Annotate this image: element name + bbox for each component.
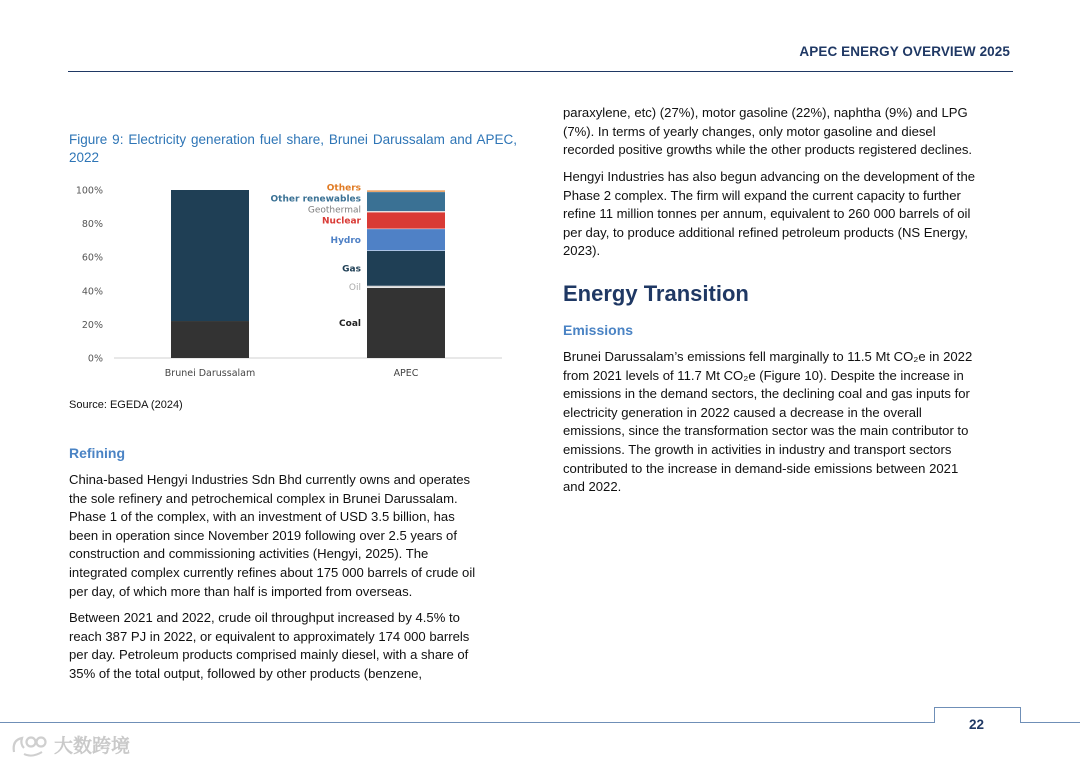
x-tick-label: APEC [393, 368, 419, 379]
series-label-nuclear: Nuclear [322, 216, 361, 227]
series-label-other-renewables: Other renewables [270, 194, 361, 205]
bar-segment-gas [367, 250, 445, 285]
text-line: reach 387 PJ in 2022, or equivalent to approximately 174 000 barrels [69, 628, 470, 644]
header-divider [68, 71, 1013, 72]
text-line: the sole refinery and petrochemical complex in Brunei Darussalam. [69, 490, 458, 506]
y-tick-label: 60% [81, 252, 103, 264]
text-line: per day. Petroleum products comprised mainly diesel, with a share of [69, 647, 469, 663]
y-tick-label: 40% [81, 286, 103, 298]
series-label-gas: Gas [342, 264, 361, 275]
y-tick-label: 20% [81, 319, 103, 331]
fuel-share-chart [66, 178, 516, 388]
series-label-coal: Coal [339, 319, 361, 330]
text-line: construction and commissioning activities (Hengyi, 2025). The [69, 546, 429, 562]
watermark [10, 731, 130, 758]
series-label-others: Others [326, 183, 361, 194]
text-line: integrated complex currently refines about 175 000 barrels of crude oil [69, 564, 476, 580]
text-line: 35% of the total output, followed by other products (benzene, [69, 665, 423, 681]
text-line: per day, of which more than half is imported from overseas. [69, 583, 413, 599]
page-number: 22 [969, 717, 985, 732]
text-line: paraxylene, etc) (27%), motor gasoline (22%), naphtha (9%) and LPG [563, 105, 968, 120]
bar-segment-hydro [367, 229, 445, 251]
emissions-paragraph [563, 348, 972, 497]
text-line: recorded positive growths while the other products registered declines. [563, 142, 973, 158]
text-line: electricity generation in 2022 caused a decrease in the overall [563, 404, 922, 420]
text-line: Phase 2 complex. The firm will expand the current capacity to further [563, 187, 961, 203]
header-title: APEC ENERGY OVERVIEW 2025 [799, 44, 1010, 59]
series-label-oil: Oil [348, 283, 361, 294]
bar-segment-gas [171, 190, 249, 321]
text-line: emissions. The growth in activities in industry and transport sectors [563, 441, 952, 457]
right-paragraph-2 [563, 168, 975, 261]
text-line: China-based Hengyi Industries Sdn Bhd currently owns and operates [69, 472, 471, 487]
bar-segment-coal [171, 321, 249, 358]
refining-paragraph-2 [69, 609, 469, 683]
y-tick-label: 80% [81, 219, 103, 231]
text-line: 2023). [563, 243, 601, 259]
footer-rule-left [0, 722, 935, 723]
figure-caption: Figure 9: Electricity generation fuel share, Brunei Darussalam and APEC, 2022 [69, 132, 517, 165]
right-paragraph-1 [563, 104, 972, 160]
x-tick-label: Brunei Darussalam [164, 368, 256, 379]
series-label-hydro: Hydro [330, 236, 361, 247]
text-line: emissions in the demand sectors, the declining coal and gas inputs for [563, 386, 970, 402]
text-line: refine 11 million tonnes per annum, equivalent to 260 000 barrels of oil [563, 206, 971, 222]
text-line: contributed to the increase in demand-side emissions between 2021 [563, 460, 959, 476]
figure-source: Source: EGEDA (2024) [69, 399, 183, 411]
series-label-geothermal: Geothermal [307, 205, 361, 216]
y-tick-label: 100% [75, 185, 103, 197]
text-line: been in operation since November 2019 following over 2.5 years of [69, 527, 457, 543]
footer-rule-right [1020, 722, 1080, 723]
emissions-heading: Emissions [563, 322, 634, 338]
refining-heading: Refining [69, 445, 125, 461]
text-line: and 2022. [563, 479, 622, 495]
text-line: per day, to produce additional refined petroleum products (NS Energy, [563, 224, 968, 240]
text-line: (7%). In terms of yearly changes, only motor gasoline and diesel [563, 123, 936, 139]
text-line: from 2021 levels of 11.7 Mt CO₂e (Figure 10). Despite the increase in [563, 367, 964, 383]
footer-tab-right [1020, 707, 1021, 723]
watermark-text: 大数跨境 [54, 736, 131, 757]
bar-segment-nuclear [367, 212, 445, 229]
text-line: Brunei Darussalam’s emissions fell marginally to 11.5 Mt CO₂e in 2022 [563, 349, 973, 364]
footer-tab-top [934, 707, 1021, 708]
refining-paragraph-1 [69, 471, 475, 601]
bar-segment-other-renewables [367, 192, 445, 211]
footer-tab-left [934, 707, 935, 723]
text-line: Phase 1 of the complex, with an investment of USD 3.5 billion, has [69, 509, 455, 525]
text-line: Hengyi Industries has also begun advancing on the development of the [563, 169, 976, 184]
section-title: Energy Transition [563, 281, 749, 306]
bar-segment-coal [367, 287, 445, 358]
y-tick-label: 0% [87, 353, 103, 365]
text-line: Between 2021 and 2022, crude oil throughput increased by 4.5% to [69, 610, 460, 625]
watermark-logo-icon [10, 732, 48, 758]
text-line: emissions, since the transformation sector was the main contributor to [563, 423, 969, 439]
